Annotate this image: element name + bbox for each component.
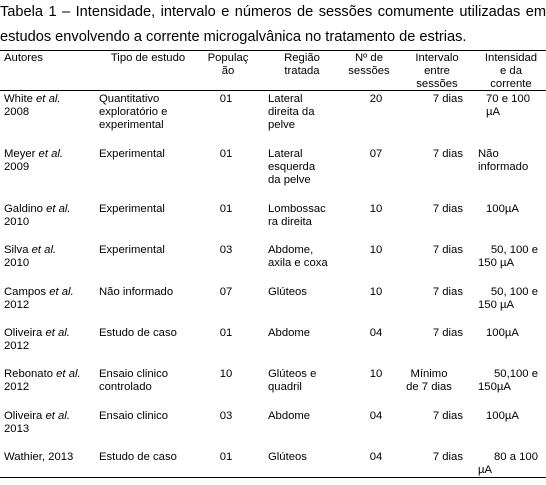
row-1-autor: Meyer et al. 2009: [4, 148, 64, 173]
row-1-regiao: Lateral esquerda da pelve: [268, 148, 316, 186]
header-regiao-line-2: tratada: [284, 65, 320, 77]
row-6-autor: Rebonato et al. 2012: [4, 368, 81, 393]
row-7-autor: Oliveira et al. 2013: [4, 410, 70, 435]
row-2-autor: Galdino et al. 2010: [4, 203, 71, 228]
row-0-intervalo: 7 dias: [432, 93, 463, 105]
row-4-autor: Campos et al. 2012: [4, 286, 74, 311]
header-sessoes-line-1: Nº de: [355, 52, 383, 64]
row-3-populacao: 03: [219, 244, 233, 256]
row-2-intervalo: 7 dias: [432, 203, 463, 215]
row-2-regiao: Lombossac ra direita: [268, 203, 326, 228]
row-0-regiao: Lateral direita da pelve: [268, 93, 315, 131]
row-6-tipo: Ensaio clinico controlado: [99, 368, 169, 393]
header-autores: Autores: [4, 52, 43, 64]
row-4-sessoes: 10: [369, 286, 383, 298]
header-regiao: [262, 52, 342, 78]
row-5-autor: Oliveira et al. 2012: [4, 327, 70, 352]
header-sessoes-line-2: sessões: [348, 65, 390, 77]
row-7-sessoes: 04: [369, 410, 383, 422]
row-4-intervalo: 7 dias: [432, 286, 463, 298]
row-8-autor: Wathier, 2013: [4, 451, 74, 463]
header-intervalo-line-1: Intervalo: [415, 52, 459, 64]
row-8-populacao: 01: [219, 451, 233, 463]
row-1-tipo: Experimental: [99, 148, 165, 160]
row-3-intervalo: 7 dias: [432, 244, 463, 256]
row-7-regiao: Abdome: [268, 410, 311, 422]
row-5-populacao: 01: [219, 327, 233, 339]
row-6-regiao: Glúteos e quadril: [268, 368, 317, 393]
row-5-regiao: Abdome: [268, 327, 311, 339]
row-2-sessoes: 10: [369, 203, 383, 215]
row-5-tipo: Estudo de caso: [99, 327, 177, 339]
data-table: [0, 48, 546, 478]
row-8-intervalo: 7 dias: [432, 451, 463, 463]
caption-line-1: Tabela 1 – Intensidade, intervalo e números de sessões comumente utilizadas em: [0, 4, 546, 20]
caption-line-2: estudos envolvendo a corrente microgalvânica no tratamento de estrias.: [0, 29, 467, 45]
header-populacao-line-1: Populaç: [207, 52, 249, 64]
row-3-intensidade: 50, 100 e 150 µA: [478, 244, 538, 269]
row-6-intensidade: 50,100 e 150µA: [478, 368, 538, 393]
row-7-intensidade: 100µA: [486, 410, 519, 422]
row-2-intensidade: 100µA: [486, 203, 519, 215]
row-2-populacao: 01: [219, 203, 233, 215]
row-4-populacao: 07: [219, 286, 233, 298]
row-0-autor: White et al. 2008: [4, 93, 61, 118]
row-8-sessoes: 04: [369, 451, 383, 463]
row-2-tipo: Experimental: [99, 203, 165, 215]
row-4-intensidade: 50, 100 e 150 µA: [478, 286, 538, 311]
header-sessoes: [345, 52, 393, 78]
row-6-sessoes: 10: [369, 368, 383, 380]
row-7-tipo: Ensaio clinico: [99, 410, 169, 422]
table-caption: [0, 0, 546, 50]
header-intensidade-line-1: Intensidad: [484, 52, 538, 64]
header-intensidade-line-3: corrente: [490, 78, 532, 90]
row-1-intensidade: Não informado: [478, 148, 529, 173]
row-3-sessoes: 10: [369, 244, 383, 256]
row-0-populacao: 01: [219, 93, 233, 105]
header-populacao-line-2: ão: [221, 65, 235, 77]
row-3-regiao: Abdome, axila e coxa: [268, 244, 328, 269]
header-intervalo-line-3: sessões: [416, 78, 458, 90]
row-1-populacao: 01: [219, 148, 233, 160]
row-1-sessoes: 07: [369, 148, 383, 160]
header-tipo: Tipo de estudo: [110, 52, 186, 64]
row-7-populacao: 03: [219, 410, 233, 422]
row-4-regiao: Glúteos: [268, 286, 307, 298]
header-populacao: [204, 52, 252, 78]
row-5-intensidade: 100µA: [486, 327, 519, 339]
row-5-sessoes: 04: [369, 327, 383, 339]
header-intensidade: [476, 52, 546, 91]
row-1-intervalo: 7 dias: [432, 148, 463, 160]
row-0-tipo: Quantitativo exploratório e experimental: [99, 93, 168, 131]
row-0-intensidade: 70 e 100 µA: [486, 93, 530, 118]
header-intervalo: [402, 52, 472, 91]
row-3-autor: Silva et al. 2010: [4, 244, 57, 269]
table-top-rule: [0, 50, 546, 51]
row-6-populacao: 10: [219, 368, 233, 380]
row-4-tipo: Não informado: [99, 286, 174, 298]
header-intervalo-line-2: entre: [424, 65, 450, 77]
row-3-tipo: Experimental: [99, 244, 165, 256]
row-7-intervalo: 7 dias: [432, 410, 463, 422]
header-regiao-line-1: Região: [284, 52, 320, 64]
row-0-sessoes: 20: [369, 93, 383, 105]
row-8-intensidade: 80 a 100 µA: [478, 451, 538, 476]
row-8-tipo: Estudo de caso: [99, 451, 177, 463]
row-5-intervalo: 7 dias: [432, 327, 463, 339]
row-6-intervalo: Mínimo de 7 dias: [406, 368, 452, 393]
table-bottom-rule: [0, 477, 546, 478]
header-intensidade-line-2: e da: [500, 65, 522, 77]
row-8-regiao: Glúteos: [268, 451, 307, 463]
